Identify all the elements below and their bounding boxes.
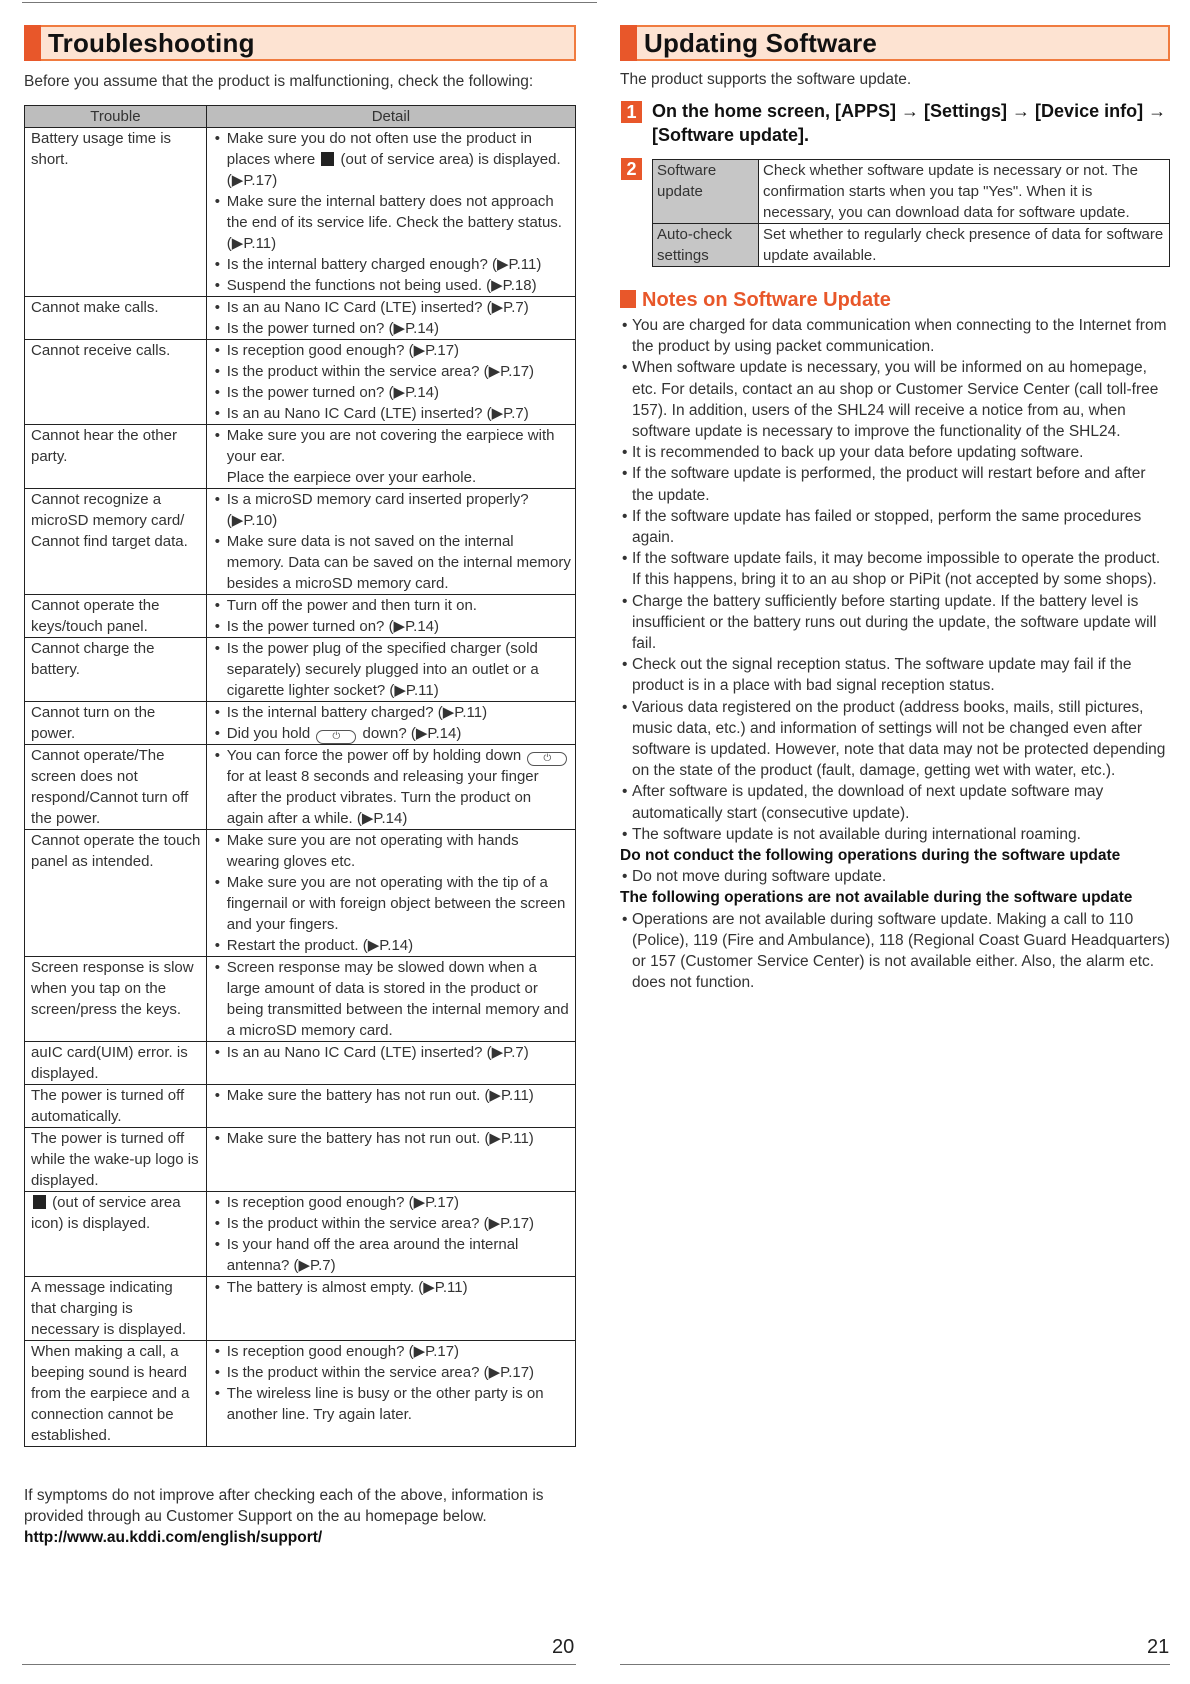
- detail-item: • Turn off the power and then turn it on.: [213, 595, 571, 616]
- detail-item: • Is the product within the service area? (▶P.17): [213, 1362, 571, 1383]
- option-software-update-desc: Check whether software update is necessary or not. The confirmation starts when you tap "Yes". When it is necessary, you can download data for software update.: [759, 160, 1170, 224]
- detail-item: • Is an au Nano IC Card (LTE) inserted? (▶P.7): [213, 403, 571, 424]
- detail-item: • Is an au Nano IC Card (LTE) inserted? (▶P.7): [213, 297, 571, 318]
- trouble-cell: Screen response is slow when you tap on the screen/press the keys.: [25, 957, 207, 1042]
- table-row: [25, 1277, 576, 1341]
- list-item: • You are charged for data communication when connecting to the Internet from the product by using packet communication.: [620, 315, 1170, 357]
- page-title: Troubleshooting: [48, 28, 255, 58]
- troubleshooting-intro: Before you assume that the product is malfunctioning, check the following:: [24, 73, 534, 90]
- detail-item: • Did you hold ⏻ down? (▶P.14): [213, 723, 571, 744]
- detail-item: • Make sure the battery has not run out. (▶P.11): [213, 1085, 571, 1106]
- detail-cell: [206, 957, 575, 1042]
- detail-cell: [206, 1192, 575, 1277]
- trouble-cell: Cannot operate the keys/touch panel.: [25, 595, 207, 638]
- detail-list: [213, 702, 571, 744]
- power-key-icon: ⏻: [316, 730, 356, 744]
- heading-accent-bar: [620, 25, 637, 61]
- table-row: [25, 745, 576, 830]
- top-rule: [22, 2, 597, 3]
- trouble-cell: Battery usage time is short.: [25, 128, 207, 297]
- troubleshooting-table: [24, 105, 576, 1447]
- trouble-cell: auIC card(UIM) error. is displayed.: [25, 1042, 207, 1085]
- trouble-cell: Cannot turn on the power.: [25, 702, 207, 745]
- detail-item: • Is the power turned on? (▶P.14): [213, 318, 571, 339]
- out-of-service-icon: [33, 1195, 46, 1209]
- detail-cell: [206, 1341, 575, 1447]
- troubleshooting-table-body: [25, 128, 576, 1447]
- detail-item: • Is reception good enough? (▶P.17): [213, 340, 571, 361]
- list-item: • After software is updated, the download of next update software may automatically start (consecutive update).: [620, 781, 1170, 823]
- table-row: [25, 702, 576, 745]
- bottom-rule-right: [620, 1664, 1170, 1665]
- detail-list: [213, 1341, 571, 1425]
- heading-accent-bar: [24, 25, 41, 61]
- list-item: • Do not move during software update.: [620, 866, 1170, 887]
- detail-list: [213, 595, 571, 637]
- detail-list: [213, 425, 571, 488]
- detail-item: • Screen response may be slowed down when a large amount of data is stored in the product or being transmitted between the internal memory and a microSD memory card.: [213, 957, 571, 1041]
- detail-cell: [206, 595, 575, 638]
- warning-heading-1: Do not conduct the following operations during the software update: [620, 847, 1121, 865]
- page-number-right: 21: [1147, 1636, 1170, 1658]
- list-item: • It is recommended to back up your data before updating software.: [620, 442, 1170, 463]
- detail-item: • Is reception good enough? (▶P.17): [213, 1192, 571, 1213]
- detail-list: [213, 1128, 571, 1149]
- notes-body: [620, 315, 1170, 994]
- list-item: • Check out the signal reception status. The software update may fail if the product is in a place with bad signal reception status.: [620, 654, 1170, 696]
- detail-item: • Make sure data is not saved on the internal memory. Data can be saved on the internal memory besides a microSD memory card.: [213, 531, 571, 594]
- detail-cell: [206, 489, 575, 595]
- table-row: [25, 1341, 576, 1447]
- trouble-cell: Cannot make calls.: [25, 297, 207, 340]
- notes-square-icon: [620, 290, 636, 308]
- warning-heading-2: The following operations are not available during the software update: [620, 889, 1133, 907]
- detail-item: • Suspend the functions not being used. (▶P.18): [213, 275, 571, 296]
- table-row: [25, 957, 576, 1042]
- detail-cell: [206, 745, 575, 830]
- table-row: [25, 489, 576, 595]
- detail-list: [213, 957, 571, 1041]
- support-text: If symptoms do not improve after checking each of the above, information is provided through au Customer Support on the au homepage below.: [24, 1487, 544, 1525]
- table-row: [25, 595, 576, 638]
- column-header-trouble: Trouble: [25, 106, 207, 128]
- detail-item: • Is the power turned on? (▶P.14): [213, 382, 571, 403]
- detail-item: • The battery is almost empty. (▶P.11): [213, 1277, 571, 1298]
- trouble-cell: When making a call, a beeping sound is heard from the earpiece and a connection cannot be established.: [25, 1341, 207, 1447]
- table-row: [25, 1042, 576, 1085]
- bottom-rule-left: [22, 1664, 576, 1665]
- detail-item: • Is an au Nano IC Card (LTE) inserted? (▶P.7): [213, 1042, 571, 1063]
- detail-item: • Make sure you are not operating with hands wearing gloves etc.: [213, 830, 571, 872]
- list-item: • Operations are not available during software update. Making a call to 110 (Police), 119 (Fire and Ambulance), 118 (Regional Coast Guard Headquarters) or 157 (Customer Service Center) is not available either. Also, the alarm etc. does not function.: [620, 909, 1170, 994]
- table-header-row: [25, 106, 576, 128]
- out-of-service-icon: [321, 152, 334, 166]
- power-key-icon: ⏻: [527, 752, 567, 766]
- list-item: • If the software update is performed, the product will restart before and after the update.: [620, 463, 1170, 505]
- table-row: [25, 340, 576, 425]
- detail-list: [213, 638, 571, 701]
- list-item: • If the software update fails, it may become impossible to operate the product. If this happens, bring it to an au shop or PiPit (not accepted by some shops).: [620, 548, 1170, 590]
- trouble-cell: Cannot operate the touch panel as intended.: [25, 830, 207, 957]
- detail-item: • Is the power turned on? (▶P.14): [213, 616, 571, 637]
- table-row: [25, 1128, 576, 1192]
- troubleshooting-heading: [24, 25, 576, 61]
- detail-item: • Make sure you do not often use the product in places where (out of service area) is displayed. (▶P.17): [213, 128, 571, 191]
- list-item: • Various data registered on the product (address books, mails, still pictures, music data, etc.) and information of settings will not be changed even after software is updated. However, note that data may not be protected depending on the state of the product (fault, damage, getting wet with water, etc.).: [620, 697, 1170, 782]
- detail-cell: [206, 702, 575, 745]
- trouble-cell: The power is turned off automatically.: [25, 1085, 207, 1128]
- warning-list-1: [620, 866, 1170, 887]
- support-footer: [24, 1485, 576, 1548]
- update-intro: The product supports the software update.: [620, 71, 912, 88]
- option-auto-check-desc: Set whether to regularly check presence of data for software update available.: [759, 224, 1170, 267]
- detail-item: • The wireless line is busy or the other party is on another line. Try again later.: [213, 1383, 571, 1425]
- option-auto-check: Auto-check settings: [653, 224, 759, 267]
- notes-title: Notes on Software Update: [642, 289, 891, 311]
- table-row: [25, 128, 576, 297]
- detail-list: [213, 1277, 571, 1298]
- detail-list: [213, 830, 571, 956]
- detail-item: • Restart the product. (▶P.14): [213, 935, 571, 956]
- software-update-options-table: [652, 159, 1170, 267]
- page-number-left: 20: [552, 1636, 575, 1658]
- detail-cell: [206, 128, 575, 297]
- detail-item: • Is the internal battery charged enough? (▶P.11): [213, 254, 571, 275]
- list-item: • The software update is not available during international roaming.: [620, 824, 1170, 845]
- detail-cell: [206, 830, 575, 957]
- detail-item: • You can force the power off by holding down ⏻ for at least 8 seconds and releasing your finger after the product vibrates. Turn the product on again after a while. (▶P.14): [213, 745, 571, 829]
- table-row: [25, 1192, 576, 1277]
- trouble-cell: Cannot charge the battery.: [25, 638, 207, 702]
- detail-cell: [206, 1128, 575, 1192]
- list-item: • When software update is necessary, you will be informed on au homepage, etc. For details, contact an au shop or Customer Service Center (call toll-free 157). In addition, users of the SHL24 will receive a notice from au, when software update is necessary to improve the functionality of the SHL24.: [620, 357, 1170, 442]
- detail-cell: [206, 425, 575, 489]
- detail-list: [213, 1192, 571, 1276]
- detail-item: • Is your hand off the area around the internal antenna? (▶P.7): [213, 1234, 571, 1276]
- detail-list: [213, 340, 571, 424]
- detail-list: [213, 1085, 571, 1106]
- updating-software-heading: [620, 25, 1170, 61]
- table-row: [25, 1085, 576, 1128]
- notes-heading: [620, 289, 891, 312]
- trouble-cell: The power is turned off while the wake-up logo is displayed.: [25, 1128, 207, 1192]
- detail-item: • Is a microSD memory card inserted properly? (▶P.10): [213, 489, 571, 531]
- detail-list: [213, 297, 571, 339]
- detail-item: • Is the internal battery charged? (▶P.11): [213, 702, 571, 723]
- detail-item: • Is the product within the service area? (▶P.17): [213, 1213, 571, 1234]
- trouble-cell: Cannot operate/The screen does not respond/Cannot turn off the power.: [25, 745, 207, 830]
- step-1-text: On the home screen, [APPS] → [Settings] → [Device info] → [Software update].: [652, 101, 1167, 145]
- detail-item: • Is the power plug of the specified charger (sold separately) securely plugged into an outlet or a cigarette lighter socket? (▶P.11): [213, 638, 571, 701]
- trouble-cell: Cannot receive calls.: [25, 340, 207, 425]
- detail-item: • Is the product within the service area? (▶P.17): [213, 361, 571, 382]
- detail-item: • Make sure you are not covering the earpiece with your ear. Place the earpiece over your earhole.: [213, 425, 571, 488]
- trouble-cell: A message indicating that charging is necessary is displayed.: [25, 1277, 207, 1341]
- detail-cell: [206, 297, 575, 340]
- list-item: • If the software update has failed or stopped, perform the same procedures again.: [620, 506, 1170, 548]
- list-item: • Charge the battery sufficiently before starting update. If the battery level is insufficient or the battery runs out during the update, the software update will fail.: [620, 591, 1170, 655]
- warning-list-2: [620, 909, 1170, 994]
- section-title: Updating Software: [644, 28, 878, 58]
- detail-item: • Is reception good enough? (▶P.17): [213, 1341, 571, 1362]
- trouble-cell: Cannot hear the other party.: [25, 425, 207, 489]
- detail-item: • Make sure the battery has not run out. (▶P.11): [213, 1128, 571, 1149]
- detail-list: [213, 128, 571, 296]
- table-row: [25, 425, 576, 489]
- column-header-detail: Detail: [206, 106, 575, 128]
- step-1-badge: 1: [621, 101, 642, 123]
- table-row: [25, 830, 576, 957]
- detail-cell: [206, 1277, 575, 1341]
- detail-cell: [206, 1085, 575, 1128]
- trouble-cell: Cannot recognize a microSD memory card/ Cannot find target data.: [25, 489, 207, 595]
- notes-list: [620, 315, 1170, 845]
- table-row: [25, 297, 576, 340]
- detail-item: • Make sure the internal battery does not approach the end of its service life. Check the battery status. (▶P.11): [213, 191, 571, 254]
- step-2-badge: 2: [621, 158, 642, 180]
- table-row: [25, 638, 576, 702]
- detail-item: • Make sure you are not operating with the tip of a fingernail or with foreign object between the screen and your fingers.: [213, 872, 571, 935]
- table-row: [653, 224, 1170, 267]
- detail-cell: [206, 638, 575, 702]
- table-row: [653, 160, 1170, 224]
- trouble-cell: (out of service area icon) is displayed.: [25, 1192, 207, 1277]
- support-url-link[interactable]: http://www.au.kddi.com/english/support/: [24, 1529, 323, 1546]
- detail-list: [213, 745, 571, 829]
- detail-cell: [206, 1042, 575, 1085]
- detail-list: [213, 489, 571, 594]
- detail-list: [213, 1042, 571, 1063]
- detail-cell: [206, 340, 575, 425]
- option-software-update: Software update: [653, 160, 759, 224]
